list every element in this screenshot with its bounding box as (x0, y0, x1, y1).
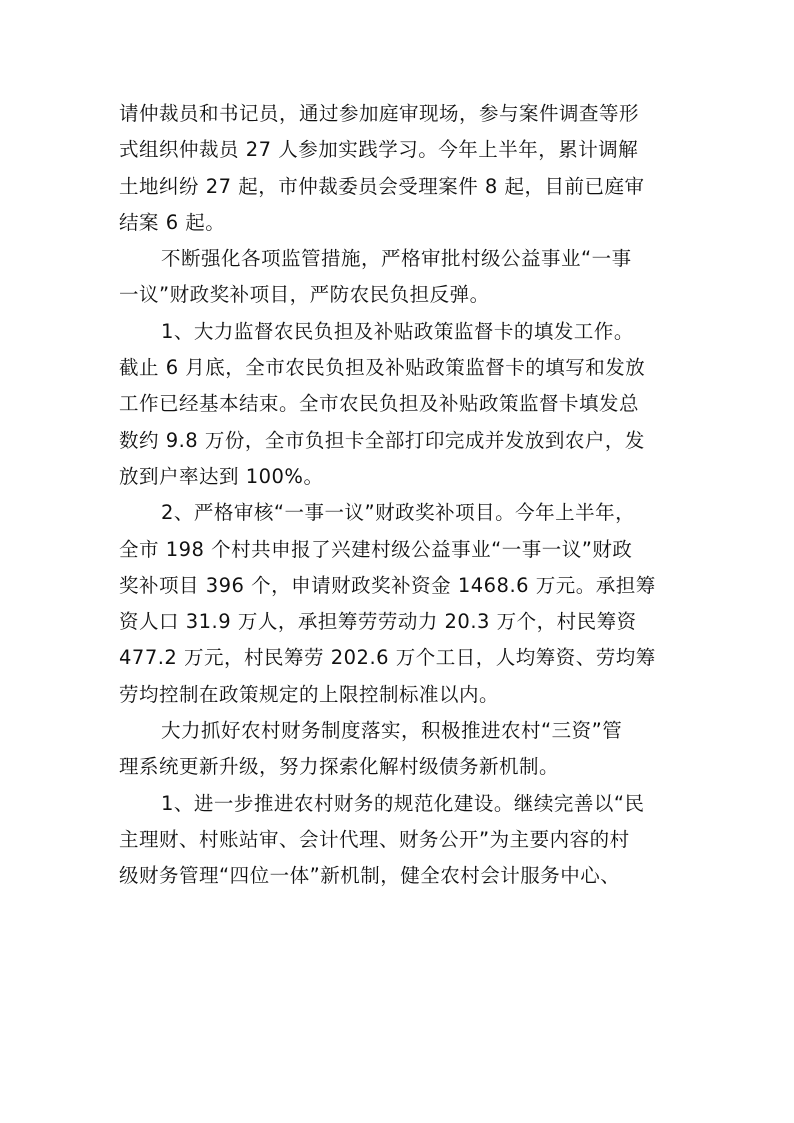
text-line: 数约 9.8 万份，全市负担卡全部打印完成并发放到农户，发 (119, 428, 645, 452)
paragraph-first-line: 大力抓好农村财务制度落实，积极推进农村“三资”管 (161, 719, 623, 743)
text-line: 资人口 31.9 万人，承担筹劳劳动力 20.3 万个，村民筹资 (119, 610, 637, 634)
text-line: 劳均控制在政策规定的上限控制标准以内。 (119, 682, 500, 706)
text-line: 一议”财政奖补项目，严防农民负担反弹。 (119, 283, 490, 307)
text-line: 主理财、村账站审、会计代理、财务公开”为主要内容的村 (119, 827, 630, 851)
document-body (119, 96, 691, 895)
text-line: 式组织仲裁员 27 人参加实践学习。今年上半年，累计调解 (119, 138, 639, 162)
paragraph-first-line: 1、大力监督农民负担及补贴政策监督卡的填发工作。 (161, 319, 634, 343)
text-line: 放到户率达到 100%。 (119, 464, 324, 488)
text-line: 级财务管理“四位一体”新机制，健全农村会计服务中心、 (119, 864, 621, 888)
text-line: 理系统更新升级，努力探索化解村级债务新机制。 (119, 755, 560, 779)
text-line: 全市 198 个村共申报了兴建村级公益事业“一事一议”财政 (119, 537, 633, 561)
text-line: 土地纠纷 27 起，市仲裁委员会受理案件 8 起，目前已庭审 (119, 174, 645, 198)
text-line: 工作已经基本结束。全市农民负担及补贴政策监督卡填发总 (119, 392, 640, 416)
paragraph-first-line: 不断强化各项监管措施，严格审批村级公益事业“一事 (161, 247, 632, 271)
text-line: 477.2 万元，村民筹劳 202.6 万个工日，人均筹资、劳均筹 (119, 646, 656, 670)
text-line: 截止 6 月底，全市农民负担及补贴政策监督卡的填写和发放 (119, 356, 646, 380)
text-line: 结案 6 起。 (119, 210, 226, 234)
paragraph-first-line: 1、进一步推进农村财务的规范化建设。继续完善以“民 (161, 791, 645, 815)
paragraph-first-line: 2、严格审核“一事一议”财政奖补项目。今年上半年， (161, 501, 636, 525)
text-line: 奖补项目 396 个，申请财政奖补资金 1468.6 万元。承担筹 (119, 573, 656, 597)
text-line: 请仲裁员和书记员，通过参加庭审现场，参与案件调查等形 (119, 102, 640, 125)
